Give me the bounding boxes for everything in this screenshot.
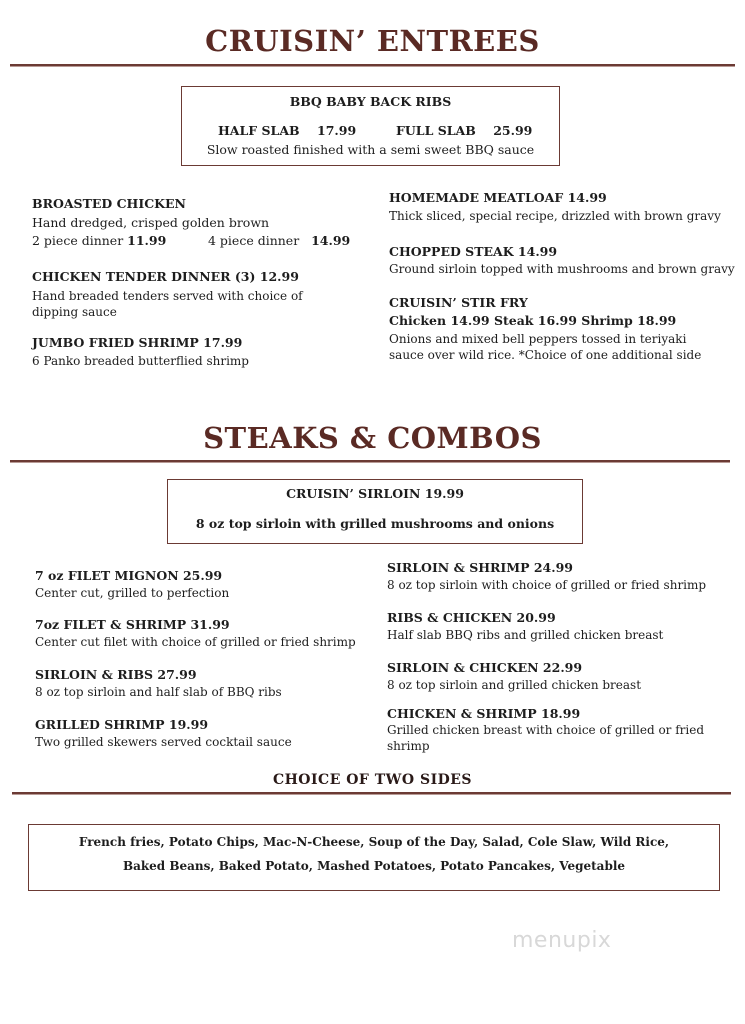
filet-shrimp-desc: Center cut filet with choice of grilled or fried shrimp [35,635,356,649]
steaks-title: STEAKS & COMBOS [203,421,542,455]
two-piece-label: 2 piece dinner [32,233,124,248]
filet-title: 7 oz FILET MIGNON 25.99 [35,568,223,583]
sirloin-ribs-title: SIRLOIN & RIBS 27.99 [35,667,197,682]
tender-title: CHICKEN TENDER DINNER (3) 12.99 [32,269,299,284]
meatloaf-desc: Thick sliced, special recipe, drizzled with brown gravy [389,209,721,223]
steaks-divider [10,460,730,463]
grilled-shrimp-title: GRILLED SHRIMP 19.99 [35,717,209,732]
ribs-desc: Slow roasted finished with a semi sweet BBQ sauce [206,142,535,157]
stirfry-prices: Chicken 14.99 Steak 16.99 Shrimp 18.99 [389,313,677,328]
filet-shrimp-title: 7oz FILET & SHRIMP 31.99 [35,617,230,632]
chopped-title: CHOPPED STEAK 14.99 [389,244,558,259]
broasted-two-piece [32,233,166,249]
ribs-chicken-desc: Half slab BBQ ribs and grilled chicken breast [387,628,664,642]
sirloin-name: CRUISIN’ SIRLOIN 19.99 [286,486,464,501]
menupix-watermark: menupix [512,928,612,953]
half-slab-price: 17.99 [317,123,357,138]
sides-line-1: French fries, Potato Chips, Mac-N-Cheese, Soup of the Day, Salad, Cole Slaw, Wild Rice, [78,835,670,849]
meatloaf-title: HOMEMADE MEATLOAF 14.99 [389,190,607,205]
stirfry-title: CRUISIN’ STIR FRY [389,295,528,310]
featured-ribs-box [181,86,560,166]
half-slab [218,123,356,138]
sides-title: CHOICE OF TWO SIDES [272,772,473,788]
sirloin-shrimp-desc: 8 oz top sirloin with choice of grilled or fried shrimp [387,578,707,592]
entrees-divider [10,64,735,67]
sirloin-ribs-desc: 8 oz top sirloin and half slab of BBQ ribs [35,685,282,699]
four-piece-label: 4 piece dinner [208,233,300,248]
two-piece-price: 11.99 [127,233,167,248]
sides-divider [12,792,731,795]
sirloin-shrimp-title: SIRLOIN & SHRIMP 24.99 [387,560,574,575]
featured-sirloin-box [167,479,583,544]
broasted-desc: Hand dredged, crisped golden brown [32,215,270,230]
broasted-title: BROASTED CHICKEN [32,196,186,211]
broasted-four-piece [208,233,350,249]
full-slab [396,123,532,138]
half-slab-label: HALF SLAB [218,123,300,138]
grilled-shrimp-desc: Two grilled skewers served cocktail sauce [35,735,292,749]
sirloin-chicken-title: SIRLOIN & CHICKEN 22.99 [387,660,583,675]
full-slab-label: FULL SLAB [396,123,476,138]
sides-line-2: Baked Beans, Baked Potato, Mashed Potatoes, Potato Pancakes, Vegetable [122,859,626,873]
full-slab-price: 25.99 [493,123,533,138]
sirloin-chicken-desc: 8 oz top sirloin and grilled chicken breast [387,678,642,692]
chicken-shrimp-desc: Grilled chicken breast with choice of grilled or fried shrimp [387,723,705,753]
sides-box [28,824,720,891]
shrimp-title: JUMBO FRIED SHRIMP 17.99 [32,335,243,350]
shrimp-desc: 6 Panko breaded butterflied shrimp [32,354,249,368]
ribs-name: BBQ BABY BACK RIBS [289,94,452,109]
chicken-shrimp-title: CHICKEN & SHRIMP 18.99 [387,706,581,721]
sirloin-desc: 8 oz top sirloin with grilled mushrooms and onions [195,516,555,531]
ribs-chicken-title: RIBS & CHICKEN 20.99 [387,610,556,625]
entrees-title: CRUISIN’ ENTREES [205,24,540,58]
tender-desc: Hand breaded tenders served with choice of dipping sauce [32,289,303,319]
stirfry-desc: Onions and mixed bell peppers tossed in teriyaki sauce over wild rice. *Choice of one additional side [389,332,702,362]
filet-desc: Center cut, grilled to perfection [35,586,230,600]
chopped-desc: Ground sirloin topped with mushrooms and brown gravy [389,262,735,276]
four-piece-price: 14.99 [311,233,351,248]
